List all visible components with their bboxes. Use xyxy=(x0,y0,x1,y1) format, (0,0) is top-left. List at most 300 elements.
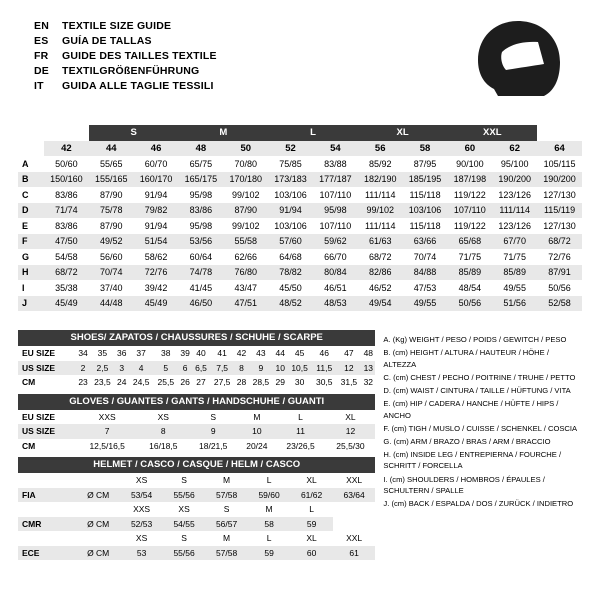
data-cell: 9 xyxy=(188,424,238,439)
measurement-letter: D xyxy=(18,203,44,219)
measurement-cell: 55/58 xyxy=(223,234,268,250)
data-cell: 27,5 xyxy=(210,375,235,390)
legend-item: I. (cm) SHOULDERS / HOMBROS / ÉPAULES / SCHULTERN / SPALLE xyxy=(383,474,545,496)
spacer-cell xyxy=(76,502,120,517)
data-cell: 53 xyxy=(120,546,163,561)
numeric-header-row xyxy=(18,141,582,157)
unit-cell: Ø CM xyxy=(76,546,120,561)
measurement-cell: 123/126 xyxy=(492,187,537,203)
data-cell: 46 xyxy=(312,346,337,361)
measurement-cell: 185/195 xyxy=(403,172,448,188)
helmet-size-header: S xyxy=(163,473,206,488)
measurement-cell: 95/98 xyxy=(178,187,223,203)
data-cell: 55/56 xyxy=(163,546,206,561)
title-row xyxy=(34,65,217,80)
measurement-cell: 111/114 xyxy=(492,203,537,219)
numeric-size-header: 60 xyxy=(447,141,492,157)
data-cell: 24,5 xyxy=(129,375,154,390)
measurement-cell: 72/76 xyxy=(537,249,582,265)
measurement-cell: 46/52 xyxy=(358,280,403,296)
numeric-size-header: 50 xyxy=(223,141,268,157)
data-cell: 10,5 xyxy=(287,361,312,376)
body-measurements-table xyxy=(18,125,582,311)
measurement-cell: 79/82 xyxy=(134,203,179,219)
table-row xyxy=(18,546,375,561)
data-cell: XS xyxy=(138,410,188,425)
data-cell: 20/24 xyxy=(238,439,275,454)
data-cell: 24 xyxy=(115,375,129,390)
measurement-cell: 190/200 xyxy=(537,172,582,188)
data-cell: 11,5 xyxy=(312,361,337,376)
data-cell: 10 xyxy=(238,424,275,439)
row-label: CM xyxy=(18,439,76,454)
data-cell: 2,5 xyxy=(90,361,115,376)
spacer-cell xyxy=(76,531,120,546)
measurement-letter: E xyxy=(18,218,44,234)
measurement-cell: 50/56 xyxy=(447,296,492,312)
data-cell: 3 xyxy=(115,361,129,376)
measurement-cell: 91/94 xyxy=(268,203,313,219)
helmet-size-header: L xyxy=(248,473,291,488)
measurement-cell: 87/95 xyxy=(403,156,448,172)
data-cell: 56/57 xyxy=(205,517,248,532)
table-row xyxy=(18,280,582,296)
legend-item: F. (cm) TIGH / MUSLO / CUISSE / SCHENKEL / COSCIA xyxy=(383,423,578,433)
table-row xyxy=(18,218,582,234)
measurement-cell: 87/91 xyxy=(537,265,582,281)
table-row xyxy=(18,172,582,188)
table-row xyxy=(18,517,375,532)
measurement-cell: 119/122 xyxy=(447,187,492,203)
numeric-size-header: 64 xyxy=(537,141,582,157)
measurement-cell: 49/55 xyxy=(403,296,448,312)
legend-item: E. (cm) HIP / CADERA / HANCHE / HÜFTE / HIPS / ANCHO xyxy=(383,398,559,420)
data-cell: S xyxy=(188,410,238,425)
numeric-size-header: 52 xyxy=(268,141,313,157)
data-cell: 30 xyxy=(287,375,312,390)
measurement-letter: F xyxy=(18,234,44,250)
data-cell: 12 xyxy=(325,424,375,439)
row-label xyxy=(18,502,76,517)
data-cell: 45 xyxy=(287,346,312,361)
row-label: EU SIZE xyxy=(18,346,76,361)
row-label xyxy=(18,531,76,546)
measurement-letter: G xyxy=(18,249,44,265)
data-cell: 55/56 xyxy=(163,488,206,503)
measurement-cell: 91/94 xyxy=(134,187,179,203)
measurement-cell: 68/72 xyxy=(537,234,582,250)
data-cell: 60 xyxy=(290,546,333,561)
data-cell: L xyxy=(276,410,326,425)
table-row xyxy=(18,203,582,219)
table-row xyxy=(18,156,582,172)
numeric-size-header: 48 xyxy=(178,141,223,157)
helmet-header-row xyxy=(18,473,375,488)
title-text: GUIDE DES TAILLES TEXTILE xyxy=(62,50,217,62)
measurement-cell: 115/119 xyxy=(537,203,582,219)
data-cell: 57/58 xyxy=(205,488,248,503)
data-cell: 41 xyxy=(210,346,235,361)
measurement-cell: 155/165 xyxy=(89,172,134,188)
numeric-size-header: 62 xyxy=(492,141,537,157)
legend-item: G. (cm) ARM / BRAZO / BRAS / ARM / BRACCIO xyxy=(383,436,551,446)
title-text: TEXTILE SIZE GUIDE xyxy=(62,20,172,32)
data-cell: 2 xyxy=(76,361,90,376)
measurement-cell: 170/180 xyxy=(223,172,268,188)
data-cell: 25,5/30 xyxy=(325,439,375,454)
measurement-letter: I xyxy=(18,280,44,296)
legend-column xyxy=(375,330,582,560)
measurement-cell: 123/126 xyxy=(492,218,537,234)
measurement-cell: 71/75 xyxy=(492,249,537,265)
data-cell: 13 xyxy=(361,361,375,376)
measurement-cell: 47/51 xyxy=(223,296,268,312)
helmet-size-header: L xyxy=(248,531,291,546)
numeric-size-header: 46 xyxy=(134,141,179,157)
measurement-cell: 54/58 xyxy=(44,249,89,265)
measurement-cell: 91/94 xyxy=(134,218,179,234)
measurement-cell: 47/50 xyxy=(44,234,89,250)
standard-label: FIA xyxy=(18,488,76,503)
table-row xyxy=(18,234,582,250)
measurement-cell: 115/118 xyxy=(403,218,448,234)
measurement-letter: A xyxy=(18,156,44,172)
helmet-size-header: L xyxy=(290,502,333,517)
measurement-cell: 85/89 xyxy=(447,265,492,281)
numeric-size-header: 54 xyxy=(313,141,358,157)
measurement-cell: 35/38 xyxy=(44,280,89,296)
data-cell: 37 xyxy=(129,346,154,361)
data-cell: 23 xyxy=(76,375,90,390)
measurement-cell: 99/102 xyxy=(223,218,268,234)
data-cell: 28 xyxy=(234,375,248,390)
data-cell: 9 xyxy=(249,361,274,376)
data-cell: 5 xyxy=(153,361,178,376)
shoes-table xyxy=(18,346,375,390)
helmet-size-header: XL xyxy=(290,473,333,488)
measurement-cell: 165/175 xyxy=(178,172,223,188)
data-cell: XL xyxy=(325,410,375,425)
table-row xyxy=(18,187,582,203)
unit-cell: Ø CM xyxy=(76,488,120,503)
measurement-cell: 78/82 xyxy=(268,265,313,281)
shoes-band: SHOES/ ZAPATOS / CHAUSSURES / SCHUHE / SCARPE xyxy=(18,330,375,346)
table-row xyxy=(18,424,375,439)
helmet-table xyxy=(18,473,375,560)
measurement-cell: 95/98 xyxy=(313,203,358,219)
measurement-cell: 87/90 xyxy=(223,203,268,219)
data-cell: 23,5 xyxy=(90,375,115,390)
data-cell: 53/54 xyxy=(120,488,163,503)
data-cell: 59 xyxy=(248,546,291,561)
row-label xyxy=(18,473,76,488)
measurement-cell: 62/66 xyxy=(223,249,268,265)
size-group-empty xyxy=(44,125,89,141)
title-text: TEXTILGRÖßENFÜHRUNG xyxy=(62,65,200,77)
row-label: US SIZE xyxy=(18,361,76,376)
measurement-cell: 60/70 xyxy=(134,156,179,172)
measurement-cell: 66/70 xyxy=(313,249,358,265)
data-cell: 11 xyxy=(276,424,326,439)
data-cell: 48 xyxy=(361,346,375,361)
group-header-row xyxy=(18,125,582,141)
measurement-cell: 76/80 xyxy=(223,265,268,281)
data-cell: M xyxy=(238,410,275,425)
row-label: US SIZE xyxy=(18,424,76,439)
title-row xyxy=(34,80,217,95)
size-group-m: M xyxy=(178,125,268,141)
measurement-cell: 46/51 xyxy=(313,280,358,296)
measurement-cell: 115/118 xyxy=(403,187,448,203)
numeric-size-header: 56 xyxy=(358,141,403,157)
helmet-size-header: XS xyxy=(120,531,163,546)
measurement-cell: 49/52 xyxy=(89,234,134,250)
measurement-cell: 74/78 xyxy=(178,265,223,281)
measurement-cell: 111/114 xyxy=(358,218,403,234)
measurement-cell: 95/100 xyxy=(492,156,537,172)
title-row xyxy=(34,35,217,50)
unit-cell: Ø CM xyxy=(76,517,120,532)
size-group-xl: XL xyxy=(358,125,448,141)
title-text: GUÍA DE TALLAS xyxy=(62,35,152,47)
data-cell: 6 xyxy=(178,361,192,376)
measurement-cell: 187/198 xyxy=(447,172,492,188)
helmet-size-header: XXL xyxy=(333,473,376,488)
measurement-cell: 45/50 xyxy=(268,280,313,296)
measurement-cell: 70/74 xyxy=(403,249,448,265)
data-cell: 63/64 xyxy=(333,488,376,503)
measurement-cell: 51/56 xyxy=(492,296,537,312)
measurement-cell: 83/86 xyxy=(178,203,223,219)
measurement-cell: 70/80 xyxy=(223,156,268,172)
measurement-cell: 95/98 xyxy=(178,218,223,234)
measurement-cell: 107/110 xyxy=(313,218,358,234)
header-corner xyxy=(18,141,44,157)
measurement-cell: 59/62 xyxy=(313,234,358,250)
measurement-cell: 103/106 xyxy=(268,187,313,203)
gloves-band: GLOVES / GUANTES / GANTS / HANDSCHUHE / GUANTI xyxy=(18,394,375,410)
measurement-cell: 99/102 xyxy=(223,187,268,203)
legend-item: D. (cm) WAIST / CINTURA / TAILLE / HÜFTUNG / VITA xyxy=(383,385,571,395)
measurement-cell: 44/48 xyxy=(89,296,134,312)
data-cell: 31,5 xyxy=(337,375,362,390)
helmet-size-header: XXS xyxy=(120,502,163,517)
data-cell: 12,5/16,5 xyxy=(76,439,138,454)
data-cell: 28,5 xyxy=(249,375,274,390)
helmet-size-header: XXL xyxy=(333,531,376,546)
title-language: IT xyxy=(34,80,44,92)
data-cell: 26 xyxy=(178,375,192,390)
measurement-cell: 68/72 xyxy=(358,249,403,265)
measurement-cell: 127/130 xyxy=(537,218,582,234)
table-row xyxy=(18,296,582,312)
charts-column xyxy=(18,330,375,560)
measurement-letter: J xyxy=(18,296,44,312)
helmet-header-row xyxy=(18,531,375,546)
measurement-cell: 84/88 xyxy=(403,265,448,281)
measurement-cell: 41/45 xyxy=(178,280,223,296)
data-cell: 58 xyxy=(248,517,291,532)
legend-item: B. (cm) HEIGHT / ALTURA / HAUTEUR / HÖHE / ALTEZZA xyxy=(383,348,549,369)
data-cell: 29 xyxy=(273,375,287,390)
data-cell: 25,5 xyxy=(153,375,178,390)
size-group-xxl: XXL xyxy=(447,125,537,141)
measurement-cell: 150/160 xyxy=(44,172,89,188)
measurement-cell: 67/70 xyxy=(492,234,537,250)
measurement-cell: 103/106 xyxy=(268,218,313,234)
data-cell: 23/26,5 xyxy=(276,439,326,454)
measurement-cell: 43/47 xyxy=(223,280,268,296)
size-group-empty xyxy=(537,125,582,141)
measurement-cell: 46/50 xyxy=(178,296,223,312)
measurement-cell: 107/110 xyxy=(447,203,492,219)
measurement-cell: 182/190 xyxy=(358,172,403,188)
data-cell: XXS xyxy=(76,410,138,425)
measurement-cell: 99/102 xyxy=(358,203,403,219)
helmet-size-header: XS xyxy=(120,473,163,488)
measurement-cell: 47/53 xyxy=(403,280,448,296)
helmet-icon xyxy=(472,18,564,104)
measurement-cell: 65/68 xyxy=(447,234,492,250)
helmet-header-row xyxy=(18,502,375,517)
measurement-cell: 51/54 xyxy=(134,234,179,250)
data-cell: 4 xyxy=(129,361,154,376)
helmet-size-header: S xyxy=(205,502,248,517)
data-cell: 40 xyxy=(192,346,210,361)
table-row xyxy=(18,410,375,425)
data-cell: 27 xyxy=(192,375,210,390)
measurement-cell: 48/52 xyxy=(268,296,313,312)
measurement-cell: 71/75 xyxy=(447,249,492,265)
title-text: GUIDA ALLE TAGLIE TESSILI xyxy=(62,80,214,92)
data-cell: 34 xyxy=(76,346,90,361)
data-cell: 54/55 xyxy=(163,517,206,532)
numeric-size-header: 42 xyxy=(44,141,89,157)
helmet-size-header: XS xyxy=(163,502,206,517)
row-label: CM xyxy=(18,375,76,390)
data-cell: 47 xyxy=(337,346,362,361)
measurement-cell: 111/114 xyxy=(358,187,403,203)
numeric-size-header: 44 xyxy=(89,141,134,157)
measurement-cell: 37/40 xyxy=(89,280,134,296)
table-row xyxy=(18,439,375,454)
measurement-cell: 83/88 xyxy=(313,156,358,172)
title-row xyxy=(34,20,217,35)
measurement-cell: 39/42 xyxy=(134,280,179,296)
header-corner xyxy=(18,125,44,141)
measurement-cell: 127/130 xyxy=(537,187,582,203)
measurement-cell: 45/49 xyxy=(134,296,179,312)
data-cell: 12 xyxy=(337,361,362,376)
measurement-cell: 177/187 xyxy=(313,172,358,188)
measurement-cell: 87/90 xyxy=(89,187,134,203)
measurement-cell: 160/170 xyxy=(134,172,179,188)
legend-item: H. (cm) INSIDE LEG / ENTREPIERNA / FOURCHE / SCHRITT / FORCELLA xyxy=(383,449,562,471)
helmet-size-header: XL xyxy=(290,531,333,546)
measurement-cell: 90/100 xyxy=(447,156,492,172)
measurement-cell: 83/86 xyxy=(44,218,89,234)
measurement-cell: 83/86 xyxy=(44,187,89,203)
measurement-cell: 58/62 xyxy=(134,249,179,265)
gloves-table xyxy=(18,410,375,454)
standard-label: CMR xyxy=(18,517,76,532)
data-cell: 59/60 xyxy=(248,488,291,503)
legend-item: A. (Kg) WEIGHT / PESO / POIDS / GEWITCH / PESO xyxy=(383,335,567,344)
measurement-cell: 107/110 xyxy=(313,187,358,203)
table-row xyxy=(18,488,375,503)
data-cell: 59 xyxy=(290,517,333,532)
data-cell: 30,5 xyxy=(312,375,337,390)
measurement-cell: 45/49 xyxy=(44,296,89,312)
measurement-cell: 56/60 xyxy=(89,249,134,265)
measurement-cell: 60/64 xyxy=(178,249,223,265)
title-language: ES xyxy=(34,35,49,47)
spacer-cell xyxy=(76,473,120,488)
data-cell: 43 xyxy=(249,346,274,361)
measurement-cell: 190/200 xyxy=(492,172,537,188)
title-row xyxy=(34,50,217,65)
measurement-cell: 52/58 xyxy=(537,296,582,312)
data-cell: 35 xyxy=(90,346,115,361)
data-cell: 36 xyxy=(115,346,129,361)
measurement-cell: 50/56 xyxy=(537,280,582,296)
data-cell: 39 xyxy=(178,346,192,361)
legend-item: J. (cm) BACK / ESPALDA / DOS / ZURÜCK / INDIETRO xyxy=(383,499,574,509)
helmet-size-header: M xyxy=(205,473,248,488)
data-cell: 7 xyxy=(76,424,138,439)
measurement-cell: 61/63 xyxy=(358,234,403,250)
table-row xyxy=(18,346,375,361)
table-row xyxy=(18,265,582,281)
size-group-l: L xyxy=(268,125,358,141)
measurement-cell: 75/78 xyxy=(89,203,134,219)
standard-label: ECE xyxy=(18,546,76,561)
measurement-cell: 64/68 xyxy=(268,249,313,265)
helmet-size-header: M xyxy=(205,531,248,546)
measurement-cell: 68/72 xyxy=(44,265,89,281)
data-cell: 6,5 xyxy=(192,361,210,376)
data-cell: 42 xyxy=(234,346,248,361)
title-language: DE xyxy=(34,65,49,77)
legend-item: C. (cm) CHEST / PECHO / POITRINE / TRUHE / PETTO xyxy=(383,372,576,382)
measurement-letter: B xyxy=(18,172,44,188)
size-group-s: S xyxy=(89,125,179,141)
measurement-cell: 85/92 xyxy=(358,156,403,172)
measurement-cell: 119/122 xyxy=(447,218,492,234)
helmet-band: HELMET / CASCO / CASQUE / HELM / CASCO xyxy=(18,457,375,473)
title-language: EN xyxy=(34,20,49,32)
table-row xyxy=(18,249,582,265)
measurement-cell: 57/60 xyxy=(268,234,313,250)
data-cell: 18/21,5 xyxy=(188,439,238,454)
measurement-cell: 49/55 xyxy=(492,280,537,296)
lower-section xyxy=(18,330,582,560)
data-cell: 8 xyxy=(138,424,188,439)
measurement-letter: C xyxy=(18,187,44,203)
data-cell: 32 xyxy=(361,375,375,390)
numeric-size-header: 58 xyxy=(403,141,448,157)
measurement-cell: 70/74 xyxy=(89,265,134,281)
data-cell: 38 xyxy=(153,346,178,361)
table-row xyxy=(18,361,375,376)
measurement-cell: 75/85 xyxy=(268,156,313,172)
data-cell: 8 xyxy=(234,361,248,376)
title-block xyxy=(34,20,217,95)
measurement-cell: 53/56 xyxy=(178,234,223,250)
helmet-size-header: S xyxy=(163,531,206,546)
measurement-cell: 55/65 xyxy=(89,156,134,172)
measurement-cell: 63/66 xyxy=(403,234,448,250)
